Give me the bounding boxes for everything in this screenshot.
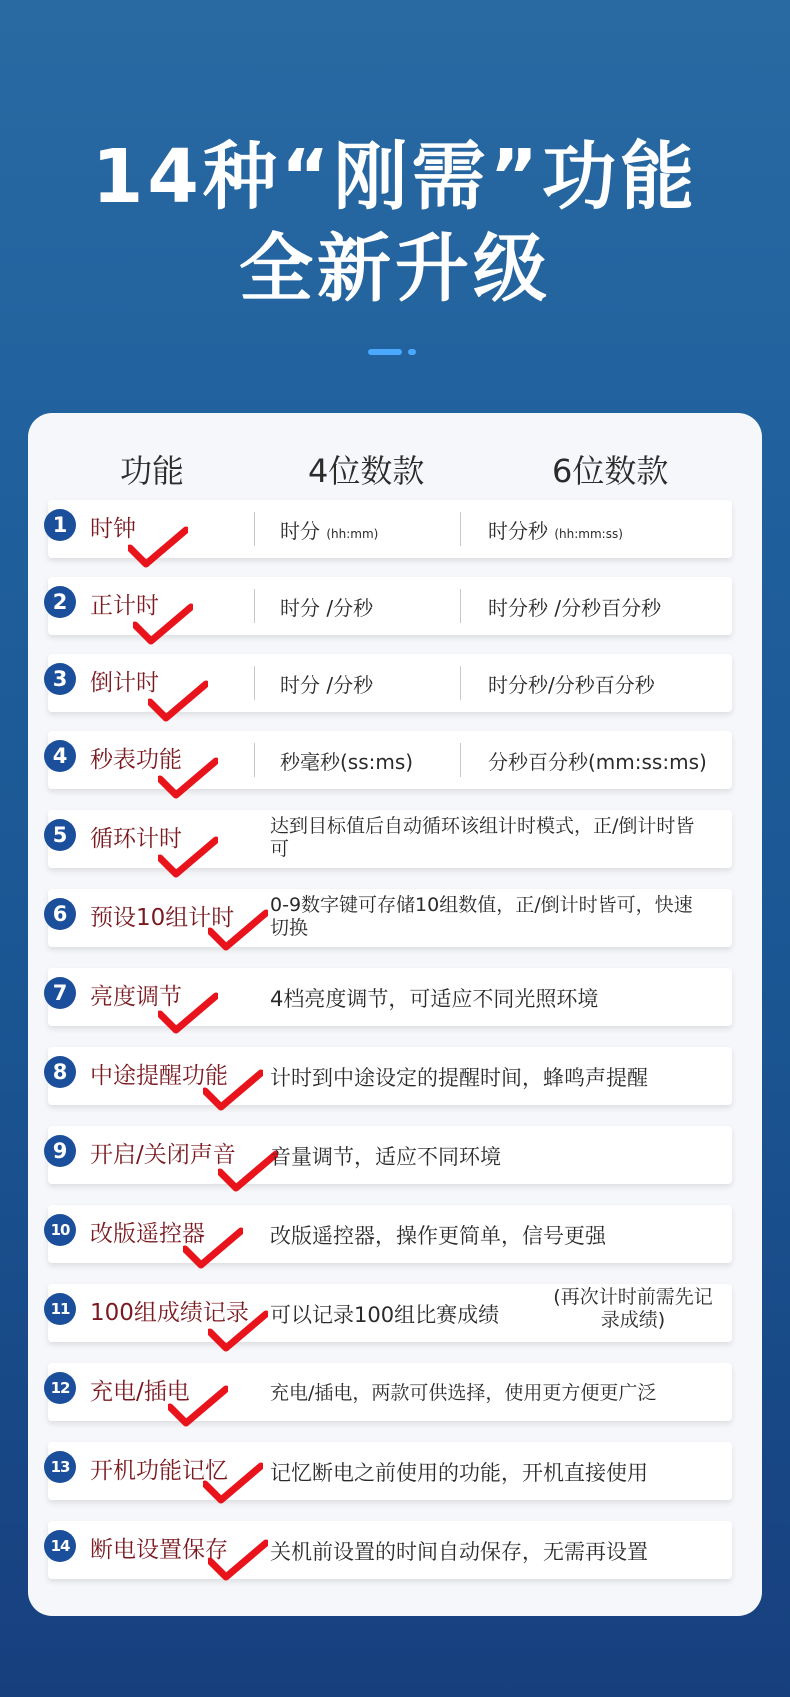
value-6-digit: 分秒百分秒(mm:ss:ms) <box>488 750 707 774</box>
feature-note: (再次计时前需先记录成绩) <box>553 1286 713 1331</box>
feature-row-10 <box>48 1205 732 1263</box>
header-6-digit: 6位数款 <box>552 452 669 490</box>
feature-description: 记忆断电之前使用的功能，开机直接使用 <box>270 1461 648 1485</box>
feature-label: 预设10组计时 <box>90 905 235 931</box>
feature-row-4 <box>48 731 732 789</box>
feature-description: 关机前设置的时间自动保存，无需再设置 <box>270 1540 648 1564</box>
circled-number-icon: 2 <box>44 586 76 618</box>
check-mark-icon <box>133 603 193 647</box>
value-4-digit: 时分 /分秒 <box>280 596 374 620</box>
feature-description: 可以记录100组比赛成绩 <box>270 1303 500 1327</box>
feature-row-1 <box>48 500 732 558</box>
feature-row-7 <box>48 968 732 1026</box>
feature-row-6 <box>48 889 732 947</box>
circled-number-icon: 12 <box>44 1372 76 1404</box>
feature-row-11 <box>48 1284 732 1342</box>
feature-description: 0-9数字键可存储10组数值，正/倒计时皆可，快速切换 <box>270 894 693 939</box>
page-title-line-1: 14种“刚需”功能 <box>91 134 699 220</box>
feature-label: 倒计时 <box>90 670 159 696</box>
feature-label: 亮度调节 <box>90 984 182 1010</box>
column-divider <box>460 512 461 546</box>
circled-number-icon: 4 <box>44 740 76 772</box>
check-mark-icon <box>183 1227 243 1271</box>
column-divider <box>254 512 255 546</box>
column-divider <box>460 666 461 700</box>
column-divider <box>460 589 461 623</box>
feature-label: 循环计时 <box>90 826 182 852</box>
value-4-digit: 秒毫秒(ss:ms) <box>280 750 414 774</box>
check-mark-icon <box>203 1069 263 1113</box>
value-6-digit: 时分秒 /分秒百分秒 <box>488 596 662 620</box>
feature-description: 计时到中途设定的提醒时间，蜂鸣声提醒 <box>270 1066 648 1090</box>
feature-label: 正计时 <box>90 593 159 619</box>
feature-label: 断电设置保存 <box>90 1537 228 1563</box>
circled-number-icon: 13 <box>44 1451 76 1483</box>
check-mark-icon <box>158 757 218 801</box>
column-divider <box>460 743 461 777</box>
column-divider <box>254 666 255 700</box>
feature-row-8 <box>48 1047 732 1105</box>
circled-number-icon: 3 <box>44 663 76 695</box>
check-mark-icon <box>168 1385 228 1429</box>
feature-description: 充电/插电，两款可供选择，使用更方便更广泛 <box>270 1382 657 1404</box>
circled-number-icon: 5 <box>44 819 76 851</box>
feature-row-9 <box>48 1126 732 1184</box>
check-mark-icon <box>158 992 218 1036</box>
feature-label: 100组成绩记录 <box>90 1300 249 1326</box>
check-mark-icon <box>208 909 268 953</box>
feature-label: 时钟 <box>90 516 136 542</box>
circled-number-icon: 14 <box>44 1530 76 1562</box>
circled-number-icon: 11 <box>44 1293 76 1325</box>
feature-label: 开机功能记忆 <box>90 1458 228 1484</box>
value-6-digit: 时分秒 (hh:mm:ss) <box>488 519 623 543</box>
check-mark-icon <box>148 680 208 724</box>
feature-label: 开启/关闭声音 <box>90 1142 236 1168</box>
feature-description: 达到目标值后自动循环该组计时模式，正/倒计时皆可 <box>270 815 695 860</box>
title-accent-bar <box>368 349 424 355</box>
check-mark-icon <box>208 1539 268 1583</box>
feature-row-2 <box>48 577 732 635</box>
value-4-digit: 时分 /分秒 <box>280 673 374 697</box>
circled-number-icon: 1 <box>44 509 76 541</box>
check-mark-icon <box>203 1462 263 1506</box>
feature-row-12 <box>48 1363 732 1421</box>
value-6-digit: 时分秒/分秒百分秒 <box>488 673 655 697</box>
feature-description: 改版遥控器，操作更简单，信号更强 <box>270 1224 606 1248</box>
circled-number-icon: 10 <box>44 1214 76 1246</box>
feature-label: 中途提醒功能 <box>90 1063 228 1089</box>
page-title-line-2: 全新升级 <box>239 226 551 312</box>
check-mark-icon <box>128 526 188 570</box>
check-mark-icon <box>208 1310 268 1354</box>
circled-number-icon: 9 <box>44 1135 76 1167</box>
feature-row-3 <box>48 654 732 712</box>
feature-description: 4档亮度调节，可适应不同光照环境 <box>270 987 599 1011</box>
column-divider <box>254 743 255 777</box>
feature-label: 充电/插电 <box>90 1379 190 1405</box>
feature-row-5 <box>48 810 732 868</box>
feature-row-13 <box>48 1442 732 1500</box>
check-mark-icon <box>158 836 218 880</box>
feature-label: 秒表功能 <box>90 747 182 773</box>
header-4-digit: 4位数款 <box>308 452 425 490</box>
feature-label: 改版遥控器 <box>90 1221 205 1247</box>
circled-number-icon: 8 <box>44 1056 76 1088</box>
feature-row-14 <box>48 1521 732 1579</box>
feature-description: 音量调节，适应不同环境 <box>270 1145 501 1169</box>
value-4-digit: 时分 (hh:mm) <box>280 519 379 543</box>
circled-number-icon: 6 <box>44 898 76 930</box>
circled-number-icon: 7 <box>44 977 76 1009</box>
column-divider <box>254 589 255 623</box>
header-feature: 功能 <box>120 452 185 490</box>
check-mark-icon <box>218 1150 278 1194</box>
